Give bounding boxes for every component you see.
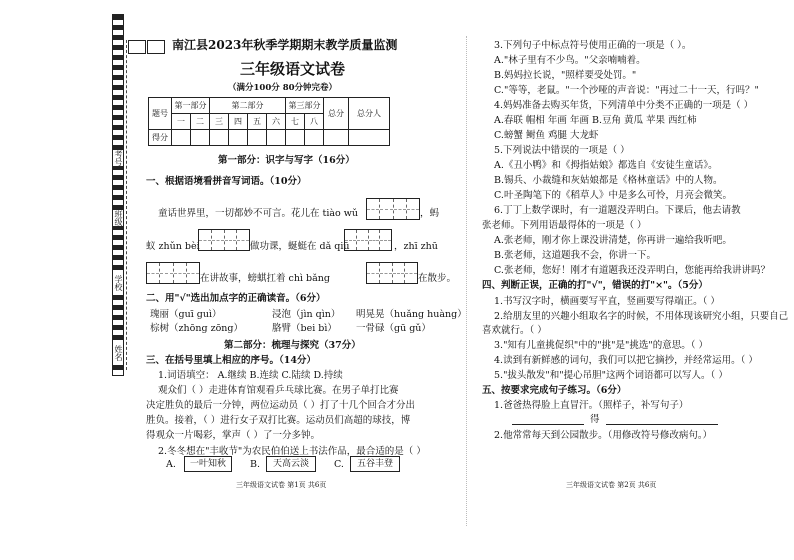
pinyin-box[interactable] (198, 229, 250, 251)
q3-paragraph-line: 决定胜负的最后一分钟，两位运动员（ ）打了十几个回合才分出 (146, 400, 416, 411)
score-table (148, 97, 390, 146)
score-table-col: 二 (191, 114, 210, 130)
question-5-heading: 五、按要求完成句子练习。（6分） (482, 385, 627, 396)
score-table-col: 八 (305, 114, 324, 130)
pinyin-box[interactable] (344, 229, 392, 251)
answer-line[interactable] (512, 424, 584, 425)
score-cell[interactable] (172, 130, 191, 146)
r-judge-item[interactable]: 4.读到有新鲜感的词句，我们可以把它摘抄，并经常运用。（ ） (494, 355, 758, 366)
pinyin-box[interactable] (366, 198, 420, 220)
score-cell[interactable] (229, 130, 248, 146)
score-cell[interactable] (286, 130, 305, 146)
r-judge-item-cont: 喜欢就行。（ ） (482, 325, 547, 336)
exam-title: 南江县2023年秋季学期期末教学质量监测 (172, 38, 398, 52)
q1-line1-end: ，蚂 (420, 208, 440, 219)
r-q5-option[interactable]: C.叶圣陶笔下的《稻草人》中是多么可怜，月亮会微笑。 (494, 190, 732, 201)
r-q6: 6.丁丁上数学课时，有一道题没弄明白。下课后，他去请教 (494, 205, 741, 216)
exam-subtitle: 三年级语文试卷 (240, 60, 346, 78)
q1-line3-mid: 在讲故事，螃蜞扛着 chì bǎng (200, 273, 330, 284)
question-4-heading: 四、判断正误，正确的打"√"，错误的打"×"。（5分） (482, 280, 708, 291)
r-judge-item[interactable]: 1.书写汉字时，横画要写平直，竖画要写得端正。（ ） (494, 296, 720, 307)
q3-paragraph-line: 胜负。接着，（ ）进行女子双打比赛。运动员们高超的球技，博 (146, 415, 411, 426)
q1-line2-mid: 做功课，蜒蜓在 dǎ qiū (250, 241, 350, 252)
corner-box (128, 40, 146, 54)
q3-option-letter: B. (250, 459, 261, 470)
score-table-part: 第三部分 (286, 98, 324, 114)
r-q6-cont: 张老师。下列用语最得体的一项是（ ） (482, 220, 647, 231)
q2-item[interactable]: 瑰丽（guī guì） (150, 309, 222, 320)
r-sentence-prompt: 2.他常常每天到公园散步。（用修改符号修改病句。） (494, 430, 713, 441)
score-table-col: 五 (248, 114, 267, 130)
score-table-col: 四 (229, 114, 248, 130)
q3-paragraph-line: 观众们（ ）走进体育馆观看乒乓球比赛。在男子单打比赛 (158, 385, 399, 396)
score-table-part: 第二部分 (210, 98, 286, 114)
score-table-col: 三 (210, 114, 229, 130)
pinyin-box[interactable] (146, 262, 200, 284)
score-table-col: 七 (286, 114, 305, 130)
score-cell[interactable] (267, 130, 286, 146)
question-2-heading: 二、用"√"选出加点字的正确读音。（6分） (146, 293, 326, 304)
q3-option-a[interactable]: 一叶知秋 (184, 456, 232, 472)
r-q3: 3.下列句子中标点符号使用正确的一项是（ ）。 (494, 40, 692, 51)
r-q6-option[interactable]: A.张老师，刚才你上课没讲清楚，你再讲一遍给我听吧。 (494, 235, 732, 246)
score-cell[interactable] (324, 130, 349, 146)
score-cell[interactable] (210, 130, 229, 146)
question-3-heading: 三、在括号里填上相应的序号。（14分） (146, 355, 316, 366)
score-table-col: 一 (172, 114, 191, 130)
r-sentence-prompt: 1.爸爸热得脸上直冒汗。（照样子，补写句子） (494, 400, 689, 411)
q3-option-c[interactable]: 五谷丰登 (350, 456, 400, 472)
q3-option-letter: A. (166, 459, 176, 470)
binding-label-exam-no: 考号 (114, 150, 123, 166)
r-q4-option[interactable]: A.春联 帽相 年画 年画 B.豆角 黄瓜 苹果 西红柿 (494, 115, 697, 126)
score-table-scorer: 总分人 (349, 98, 390, 130)
score-cell[interactable] (305, 130, 324, 146)
page-footer: 三年级语文试卷 第2页 共6页 (566, 481, 657, 489)
binding-label-school: 学校 (114, 275, 123, 291)
r-q5: 5.下列说法中错误的一项是（ ） (494, 145, 630, 156)
part2-heading: 第二部分：梳理与探究（37分） (224, 340, 361, 351)
score-table-col: 六 (267, 114, 286, 130)
q2-item[interactable]: 一骨碌（gū gǔ） (356, 323, 431, 334)
r-q5-option[interactable]: A.《丑小鸭》和《拇指姑娘》都选自《安徒生童话》。 (494, 160, 718, 171)
q2-item[interactable]: 棕树（zhōng zōng） (150, 323, 243, 334)
q2-item[interactable]: 胳臂（bei bì） (272, 323, 337, 334)
page-fold (466, 36, 467, 526)
score-table-part: 第一部分 (172, 98, 210, 114)
q1-line2-end: ，zhī zhū (394, 241, 438, 252)
r-q3-option[interactable]: A."林子里有不少鸟。"父亲喃喃着。 (494, 55, 646, 66)
r-q6-option[interactable]: C.张老师，您好！刚才有道题我还没弄明白，您能再给我讲讲吗？ (494, 265, 770, 276)
r-q6-option[interactable]: B.张老师，这道题我不会，你讲一下。 (494, 250, 657, 261)
q3-option-letter: C. (334, 459, 344, 470)
score-cell[interactable] (349, 130, 390, 146)
pinyin-box[interactable] (366, 262, 418, 284)
exam-note: （满分100分 80分钟完卷） (228, 83, 338, 93)
q3-1-prompt: 1.词语填空： A.继续 B.连续 C.陆续 D.持续 (158, 370, 343, 381)
answer-line[interactable] (606, 424, 718, 425)
r-q3-option[interactable]: C."等等，老鼠。"一个沙哑的声音说："再过二十一天，行吗？" (494, 85, 759, 96)
r-q3-option[interactable]: B.妈妈拉长说，"照样要受处罚。" (494, 70, 637, 81)
binding-label-class: 班级 (114, 210, 123, 226)
score-table-total: 总分 (324, 98, 349, 130)
q3-option-b[interactable]: 天高云淡 (266, 456, 316, 472)
binding-dashed-line (126, 40, 127, 370)
page-footer: 三年级语文试卷 第1页 共6页 (236, 481, 327, 489)
score-cell[interactable] (191, 130, 210, 146)
r-q4: 4.妈妈准备去购买年货，下列清单中分类不正确的一项是（ ） (494, 100, 754, 111)
r-judge-item[interactable]: 2.给朋友里的兴趣小组取名字的时候，不用体现该研究小组，只要自己 (494, 311, 789, 322)
q1-line3-end: 在散步。 (418, 273, 457, 284)
q2-item[interactable]: 明晃晃（huǎng huàng） (356, 309, 467, 320)
q3-paragraph-line: 得观众一片喝彩，掌声（ ）了一分多钟。 (146, 430, 321, 441)
score-table-header: 题号 (149, 98, 172, 130)
binding-label-name: 姓名 (114, 345, 123, 361)
q1-line1: 童话世界里，一切都妙不可言。花儿在 tiào wǔ (158, 208, 359, 219)
r-judge-item[interactable]: 3."知有儿童挑促织"中的"挑"是"挑选"的意思。（ ） (494, 340, 709, 351)
score-cell[interactable] (248, 130, 267, 146)
part1-heading: 第一部分：识字与写字（16分） (218, 155, 355, 166)
q1-line2-start: 蚁 zhǔn bèi (146, 241, 200, 252)
r-q4-option[interactable]: C.螃蟹 鲥鱼 鸡腿 大龙虾 (494, 130, 599, 141)
question-1-heading: 一、根据语境看拼音写词语。（10分） (146, 176, 307, 187)
q2-item[interactable]: 浸泡（jìn qìn） (272, 309, 341, 320)
r-sentence-fill-word: 得 (590, 414, 600, 425)
score-table-score-label: 得分 (149, 130, 172, 146)
r-judge-item[interactable]: 5."拔头散发"和"提心吊胆"这两个词语都可以写人。（ ） (494, 370, 728, 381)
q3-2-prompt: 2.冬冬想在"丰收节"为农民伯伯送上书法作品，最合适的是（ ） (158, 446, 426, 457)
binding-strip (112, 14, 124, 376)
r-q5-option[interactable]: B.锡兵、小裁缝和灰姑娘都是《格林童话》中的人物。 (494, 175, 723, 186)
corner-box (147, 40, 165, 54)
